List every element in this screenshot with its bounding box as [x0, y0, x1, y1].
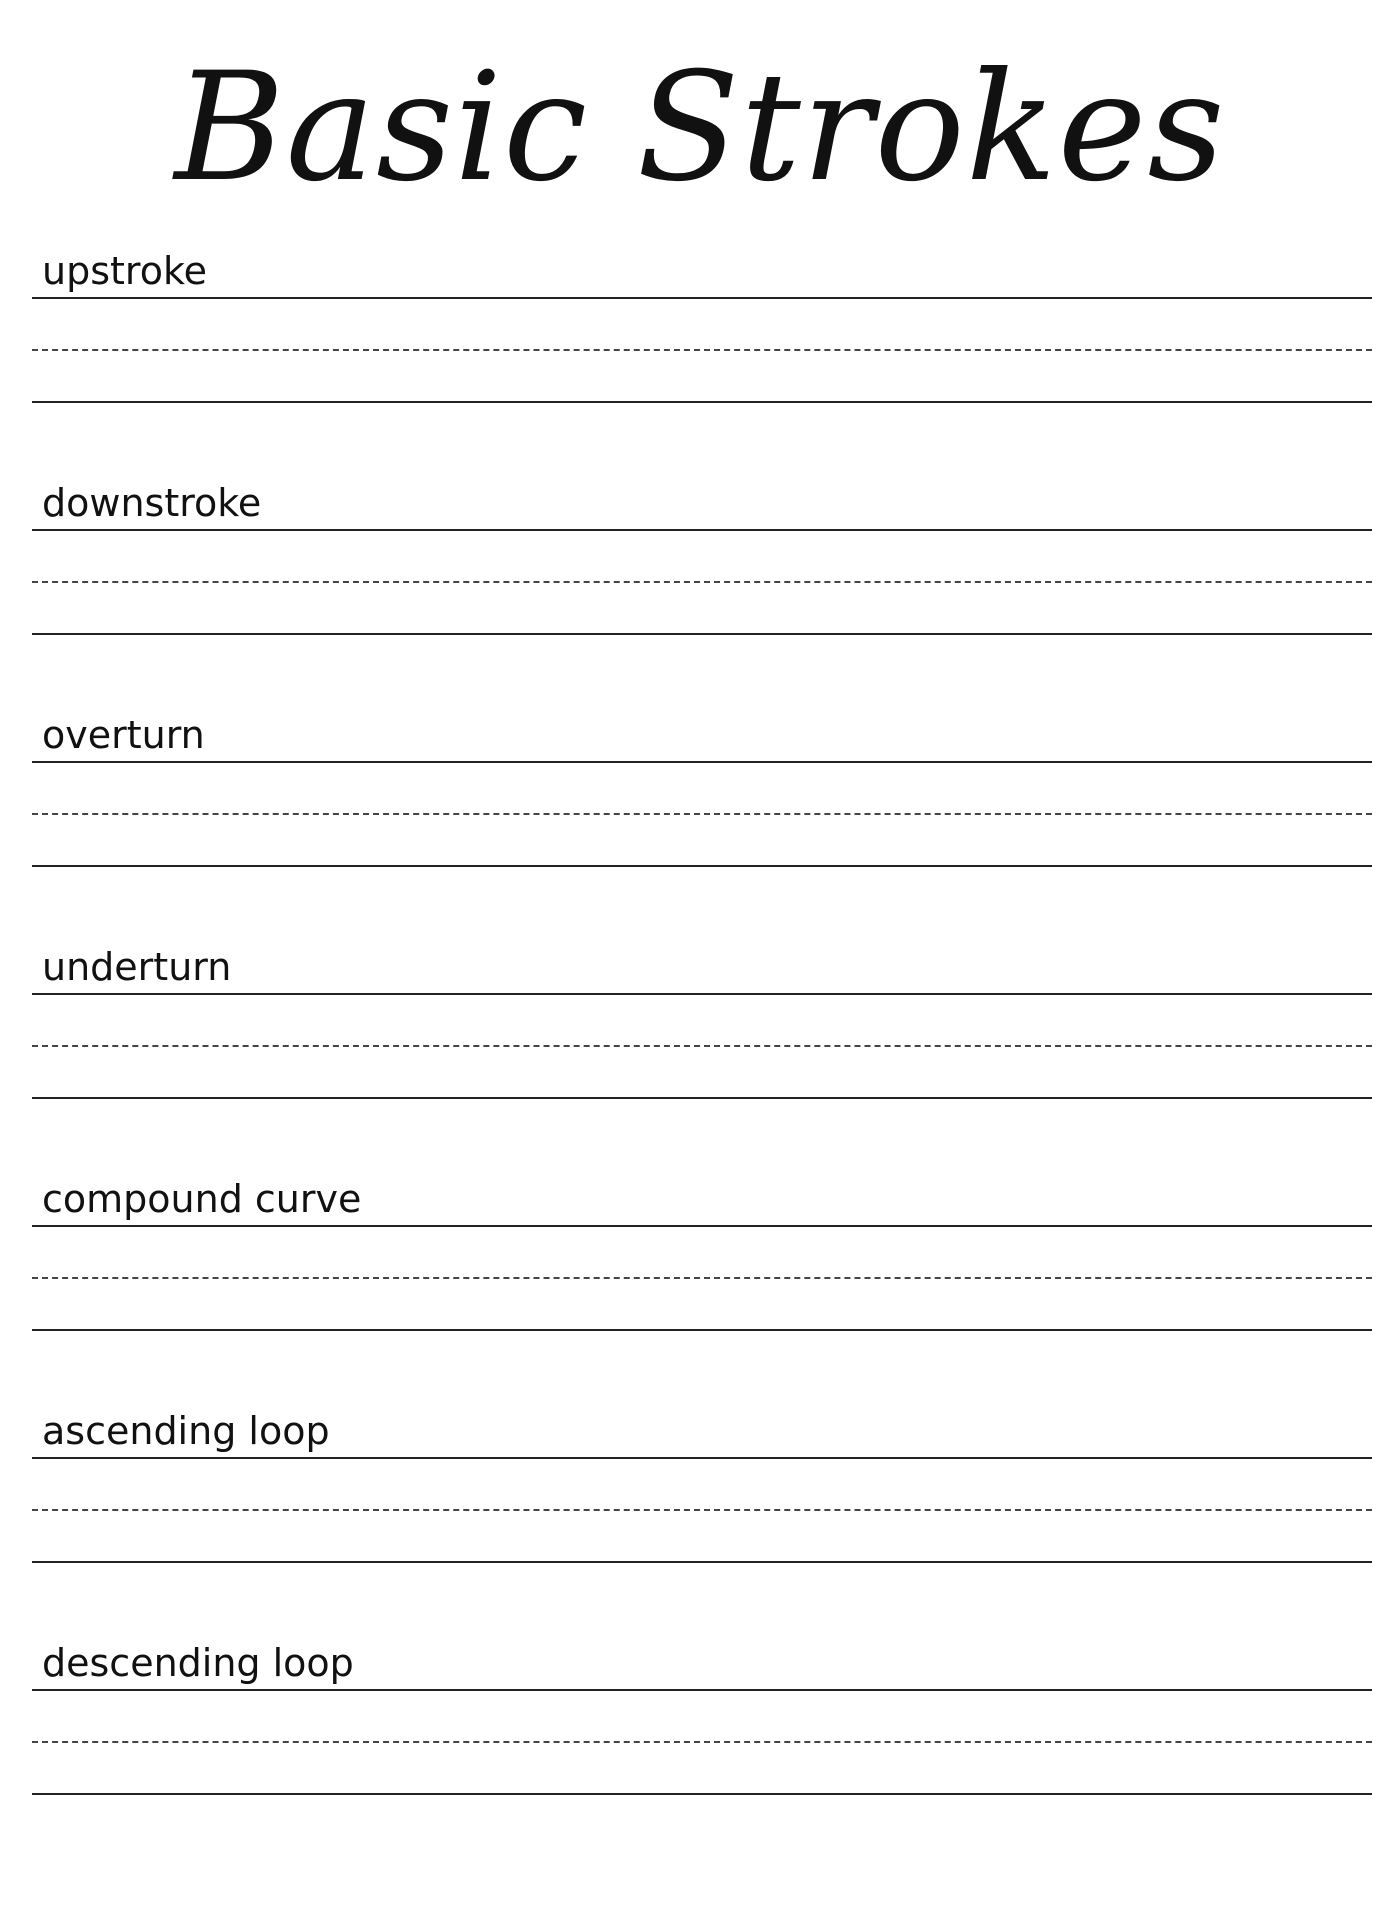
top-guide-line — [32, 1457, 1372, 1459]
stroke-label: upstroke — [42, 249, 207, 293]
page-title: Basic Strokes — [174, 41, 1226, 215]
midline-dashed — [32, 813, 1372, 815]
baseline — [32, 401, 1372, 403]
practice-section-descending-loop — [32, 1640, 1372, 1840]
top-guide-line — [32, 761, 1372, 763]
stroke-label: overturn — [42, 713, 205, 757]
baseline — [32, 1793, 1372, 1795]
baseline — [32, 1097, 1372, 1099]
top-guide-line — [32, 1689, 1372, 1691]
stroke-label: underturn — [42, 945, 232, 989]
practice-section-underturn — [32, 944, 1372, 1144]
midline-dashed — [32, 1509, 1372, 1511]
baseline — [32, 865, 1372, 867]
baseline — [32, 1561, 1372, 1563]
midline-dashed — [32, 1045, 1372, 1047]
top-guide-line — [32, 1225, 1372, 1227]
practice-section-ascending-loop — [32, 1408, 1372, 1608]
midline-dashed — [32, 581, 1372, 583]
midline-dashed — [32, 1277, 1372, 1279]
baseline — [32, 633, 1372, 635]
top-guide-line — [32, 529, 1372, 531]
top-guide-line — [32, 993, 1372, 995]
baseline — [32, 1329, 1372, 1331]
stroke-label: downstroke — [42, 481, 262, 525]
practice-section-downstroke — [32, 480, 1372, 680]
midline-dashed — [32, 1741, 1372, 1743]
stroke-label: descending loop — [42, 1641, 354, 1685]
practice-section-compound-curve — [32, 1176, 1372, 1376]
top-guide-line — [32, 297, 1372, 299]
midline-dashed — [32, 349, 1372, 351]
stroke-label: compound curve — [42, 1177, 362, 1221]
practice-section-upstroke — [32, 248, 1372, 448]
stroke-label: ascending loop — [42, 1409, 330, 1453]
practice-section-overturn — [32, 712, 1372, 912]
